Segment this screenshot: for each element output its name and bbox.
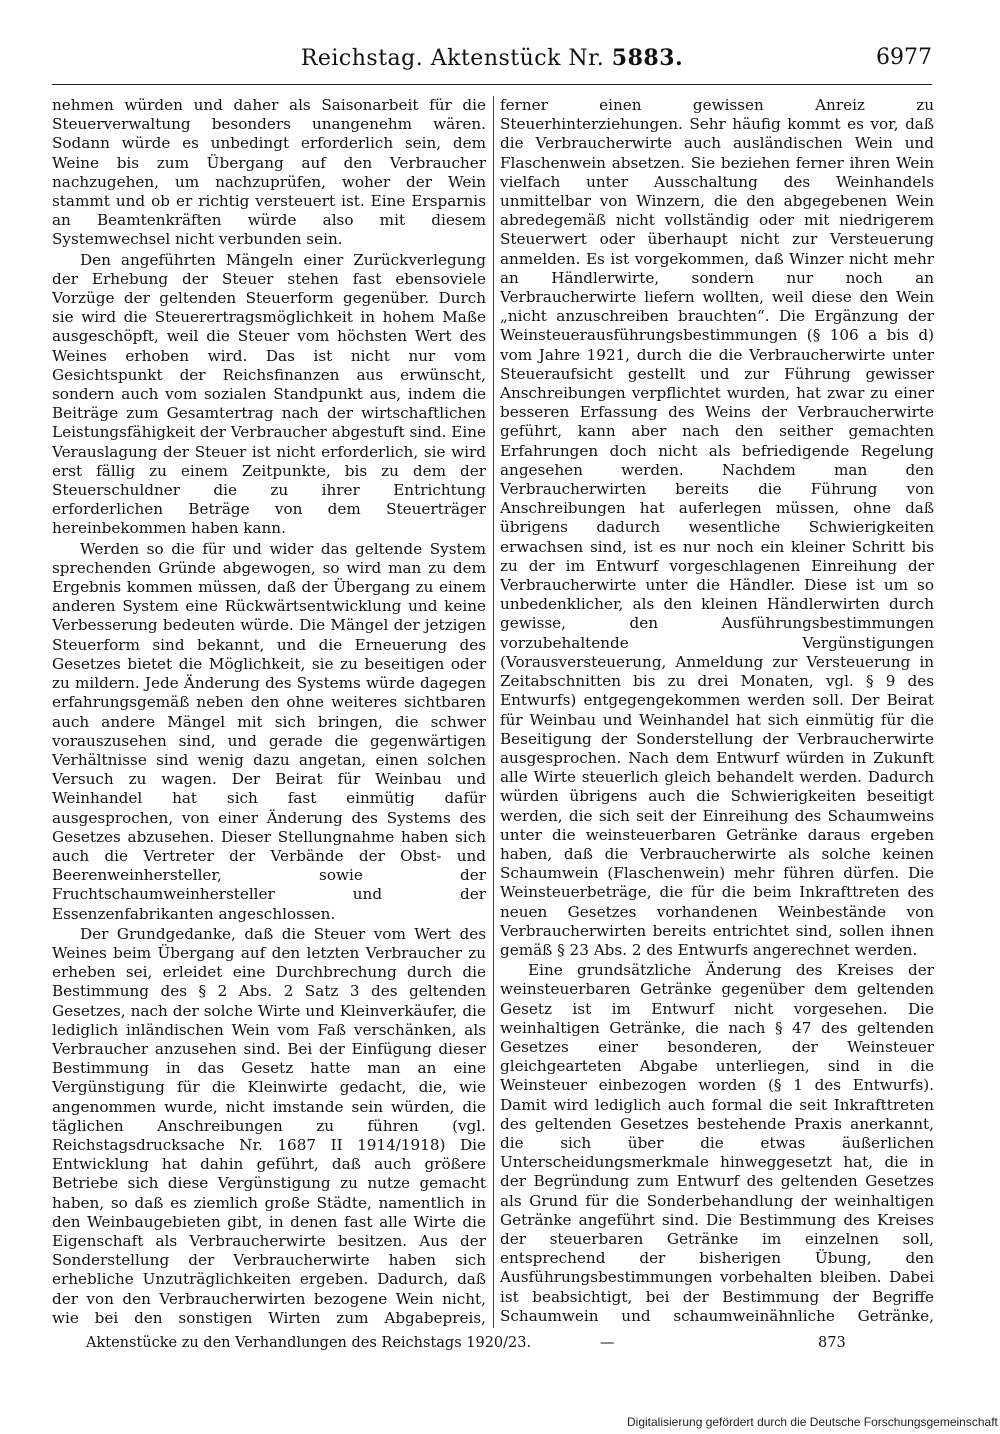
paragraph: nehmen würden und daher als Saisonarbeit für die Steuerverwaltung besonders unangenehm wären. Sodann würde es unbedingt erforderlich sein, dem Weine bis zum Übergang auf den Verbraucher nachzugehen, um nachzuprüfen, woher der Wein stammt und ob er richtig versteuert ist. Eine Ersparnis an Beamtenkräften würde also mit diesem Systemwechsel nicht verbunden sein.: [52, 96, 486, 249]
document-number: 5883.: [611, 45, 684, 71]
paragraph: Werden so die für und wider das geltende System sprechenden Gründe abgewogen, so wird man zu dem Ergebnis kommen müssen, daß der Übergang zu einem anderen System eine Rückwärtsentwicklung und keine Verbesserung bedeuten würde. Die Mängel der jetzigen Steuerform sind bekannt, und die Erneuerung des Gesetzes bietet die Möglichkeit, sie zu beseitigen oder zu mildern. Jede Änderung des Systems würde dagegen erfahrungsgemäß neben den ohne weiteres sichtbaren auch andere Mängel mit sich bringen, die schwer vorauszusehen sind, und gerade die gegenwärtigen Verhältnisse sind wenig dazu angetan, einen solchen Versuch zu wagen. Der Beirat für Weinbau und Weinhandel hat sich fast einmütig dafür ausgesprochen, von einer Änderung des Systems des Gesetzes abzusehen. Dieser Stellungnahme haben sich auch die Vertreter der Verbände der Obst- und Beerenweinhersteller, sowie der Fruchtschaumweinhersteller und der Essenzenfabrikanten angeschlossen.: [52, 539, 486, 923]
page-header: [52, 45, 932, 79]
left-column: [52, 96, 486, 1326]
column-divider: [493, 96, 494, 1328]
footer-dash: —: [600, 1335, 615, 1351]
running-title: [52, 45, 932, 71]
sheet-number: 873: [818, 1335, 846, 1351]
header-rule: [52, 84, 932, 85]
right-column: [500, 96, 934, 1326]
running-title-text: Reichstag. Aktenstück Nr.: [300, 46, 605, 71]
paragraph: ferner einen gewissen Anreiz zu Steuerhinterziehungen. Sehr häufig kommt es vor, daß die Verbraucherwirte auch ausländischen Wein und Flaschenwein absetzen. Sie beziehen ferner ihren Wein vielfach unter Ausschaltung des Weinhandels unmittelbar von Winzern, die den abgegebenen Wein abredegemäß nicht vollständig oder mit niedrigerem Steuerwert oder überhaupt nicht zur Versteuerung anmelden. Es ist vorgekommen, daß Winzer nicht mehr an Händlerwirte, sondern nur noch an Verbraucherwirte liefern wollten, weil diese den Wein „nicht anzuschreiben brauchten“. Die Ergänzung der Weinsteuerausführungsbestimmungen (§ 106 a bis d) vom Jahre 1921, durch die die Verbraucherwirte unter Steueraufsicht gestellt und zur Führung gewisser Anschreibungen verpflichtet wurden, hat zwar zu einer besseren Erfassung des Weins der Verbraucherwirte geführt, kann aber nach den seither gemachten Erfahrungen doch nicht als befriedigende Regelung angesehen werden. Nachdem man den Verbraucherwirten bereits die Führung von Anschreibungen hat auferlegen müssen, ohne daß übrigens dadurch wesentliche Schwierigkeiten erwachsen sind, ist es nur noch ein kleiner Schritt bis zu der im Entwurf vorgeschlagenen Einreihung der Verbraucherwirte unter die Händler. Diese ist um so unbedenklicher, als den kleinen Händlerwirten durch gewisse, den Ausführungsbestimmungen vorzubehaltende Vergünstigungen (Vorausversteuerung, Anmeldung zur Versteuerung in Zeitabschnitten bis zu drei Monaten, vgl. § 9 des Entwurfs) entgegengekommen werden soll. Der Beirat für Weinbau und Weinhandel hat sich einmütig für die Beseitigung der Sonderstellung der Verbraucherwirte ausgesprochen. Nach dem Entwurf würden in Zukunft alle Wirte steuerlich gleich behandelt werden. Dadurch würden übrigens auch die Schwierigkeiten beseitigt werden, die sich seit der Einreihung des Schaumweins unter die weinsteuerbaren Getränke daraus ergeben haben, daß die Verbraucherwirte als solche keinen Schaumwein (Flaschenwein) mehr führen dürfen. Die Weinsteuerbeträge, die für die beim Inkrafttreten des neuen Gesetzes vorhandenen Weinbestände von Verbraucherwirten bereits entrichtet sind, sollen ihnen gemäß § 23 Abs. 2 des Entwurfs angerechnet werden.: [500, 96, 934, 959]
paragraph: Den angeführten Mängeln einer Zurückverlegung der Erhebung der Steuer stehen fast ebensoviele Vorzüge der geltenden Steuerform gegenüber. Durch sie wird die Steuerertragsmöglichkeit in hohem Maße ausgeschöpft, weil die Steuer vom höchsten Wert des Weines erhoben wird. Das ist nicht nur vom Gesichtspunkt der Reichsfinanzen aus erwünscht, sondern auch vom sozialen Standpunkt aus, indem die Beiträge zum Gesamtertrag nach der wirtschaftlichen Leistungsfähigkeit der Verbraucher abgestuft sind. Eine Verauslagung der Steuer ist nicht erforderlich, sie wird erst fällig zu einem Zeitpunkte, bis zu dem der Steuerschuldner die zu ihrer Entrichtung erforderlichen Beträge von dem Steuerträger hereinbekommen haben kann.: [52, 250, 486, 538]
paragraph: Der Grundgedanke, daß die Steuer vom Wert des Weines beim Übergang auf den letzten Verbraucher zu erheben sei, erleidet eine Durchbrechung durch die Bestimmung des § 2 Abs. 2 Satz 3 des geltenden Gesetzes, nach der solche Wirte und Kleinverkäufer, die lediglich inländischen Wein vom Faß verschänken, als Verbraucher anzusehen sind. Bei der Einfügung dieser Bestimmung in das Gesetz hatte man an eine Vergünstigung für die Kleinwirte gedacht, die, wie angenommen wurde, nicht imstande sein würden, die täglichen Anschreibungen zu führen (vgl. Reichstagsdrucksache Nr. 1687 II 1914/1918) Die Entwicklung hat dahin geführt, daß auch größere Betriebe sich diese Vergünstigung zu nutze gemacht haben, so daß es ziemlich große Städte, namentlich in den Weinbaugebieten gibt, in denen fast alle Wirte die Eigenschaft als Verbraucherwirte besitzen. Aus der Sonderstellung der Verbraucherwirte haben sich erhebliche Unzuträglichkeiten ergeben. Dadurch, daß der von den Verbraucherwirten bezogene Wein nicht, wie bei den sonstigen Wirten zum Abgabepreis,: [52, 924, 486, 1326]
digitization-credit: [627, 1415, 1000, 1429]
footer-source: Aktenstücke zu den Verhandlungen des Reichstags 1920/23.: [86, 1335, 532, 1351]
page-number: 6977: [876, 45, 932, 70]
credit-text: Digitalisierung gefördert durch die Deutsche Forschungsgemeinschaft: [627, 1415, 998, 1429]
paragraph: Eine grundsätzliche Änderung des Kreises der weinsteuerbaren Getränke gegenüber dem geltenden Gesetz ist im Entwurf nicht vorgesehen. Die weinhaltigen Getränke, die nach § 47 des geltenden Gesetzes einer besonderen, der Weinsteuer gleichgearteten Abgabe unterliegen, sind in die Weinsteuer einbezogen worden (§ 1 des Entwurfs). Damit wird lediglich auch formal die seit Inkrafttreten des geltenden Gesetzes bestehende Praxis anerkannt, die sich über die etwas äußerlichen Unterscheidungsmerkmale hinweggesetzt hat, die in der Begründung zum Entwurf des geltenden Gesetzes als Grund für die Sonderbehandlung der weinhaltigen Getränke angeführt sind. Die Bestimmung des Kreises der steuerbaren Getränke im einzelnen soll, entsprechend der bisherigen Übung, den Ausführungsbestimmungen vorbehalten bleiben. Dabei ist beabsichtigt, bei der Bestimmung der Begriffe Schaumwein und schaumweinähnliche Getränke,: [500, 961, 934, 1325]
